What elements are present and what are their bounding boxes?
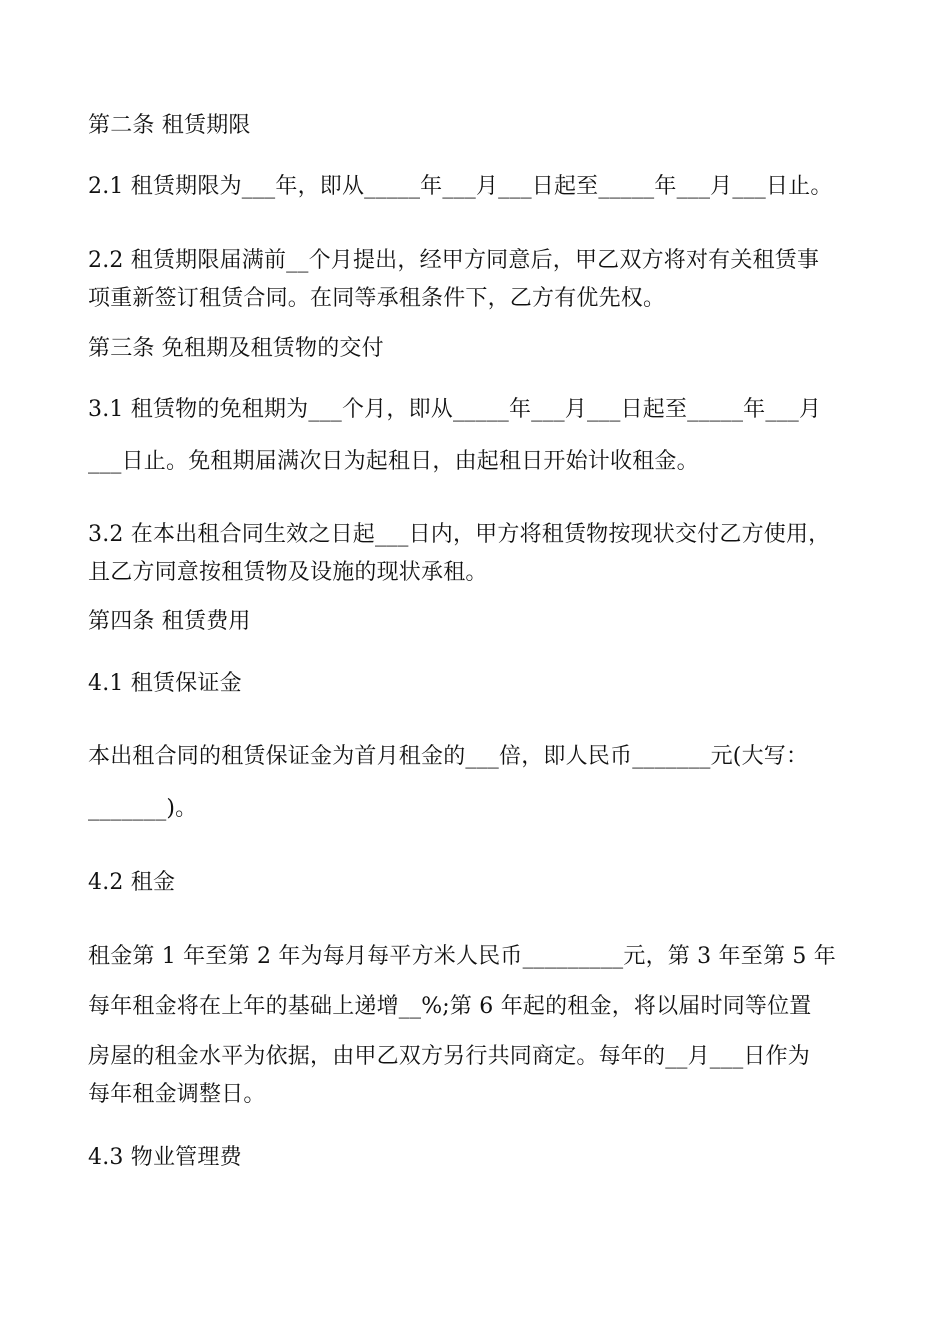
clause-4-3-title: 4.3 物业管理费 [88,1145,242,1170]
clause-4-1-body-line-1: 本出租合同的租赁保证金为首月租金的___倍，即人民币_______元(大写： [88,744,809,769]
clause-4-1-body-line-2: _______)。 [88,796,198,821]
clause-2-2-line-2: 项重新签订租赁合同。在同等承租条件下，乙方有优先权。 [88,286,666,311]
clause-4-2-body-line-3: 房屋的租金水平为依据，由甲乙双方另行共同商定。每年的__月___日作为 [88,1044,811,1069]
clause-4-2-body-line-4: 每年租金调整日。 [88,1082,266,1107]
clause-3-1-line-2: ___日止。免租期届满次日为起租日，由起租日开始计收租金。 [88,449,699,474]
clause-3-1-line-1: 3.1 租赁物的免租期为___个月，即从_____年___月___日起至_____年___月 [88,397,822,422]
clause-2-2-line-1: 2.2 租赁期限届满前__个月提出，经甲方同意后，甲乙双方将对有关租赁事 [88,248,820,273]
article-3-heading: 第三条 免租期及租赁物的交付 [88,336,384,361]
clause-4-2-title: 4.2 租金 [88,870,176,895]
clause-3-2-line-1: 3.2 在本出租合同生效之日起___日内，甲方将租赁物按现状交付乙方使用， [88,522,831,547]
clause-2-1: 2.1 租赁期限为___年，即从_____年___月___日起至_____年___月___日止。 [88,174,833,199]
clause-4-2-body-line-1: 租金第 1 年至第 2 年为每月每平方米人民币_________元，第 3 年至第 5 年 [88,944,836,969]
article-4-heading: 第四条 租赁费用 [88,609,251,634]
clause-4-2-body-line-2: 每年租金将在上年的基础上递增__%;第 6 年起的租金，将以届时同等位置 [88,994,812,1019]
article-2-heading: 第二条 租赁期限 [88,113,251,138]
clause-4-1-title: 4.1 租赁保证金 [88,671,242,696]
clause-3-2-line-2: 且乙方同意按租赁物及设施的现状承租。 [88,560,488,585]
